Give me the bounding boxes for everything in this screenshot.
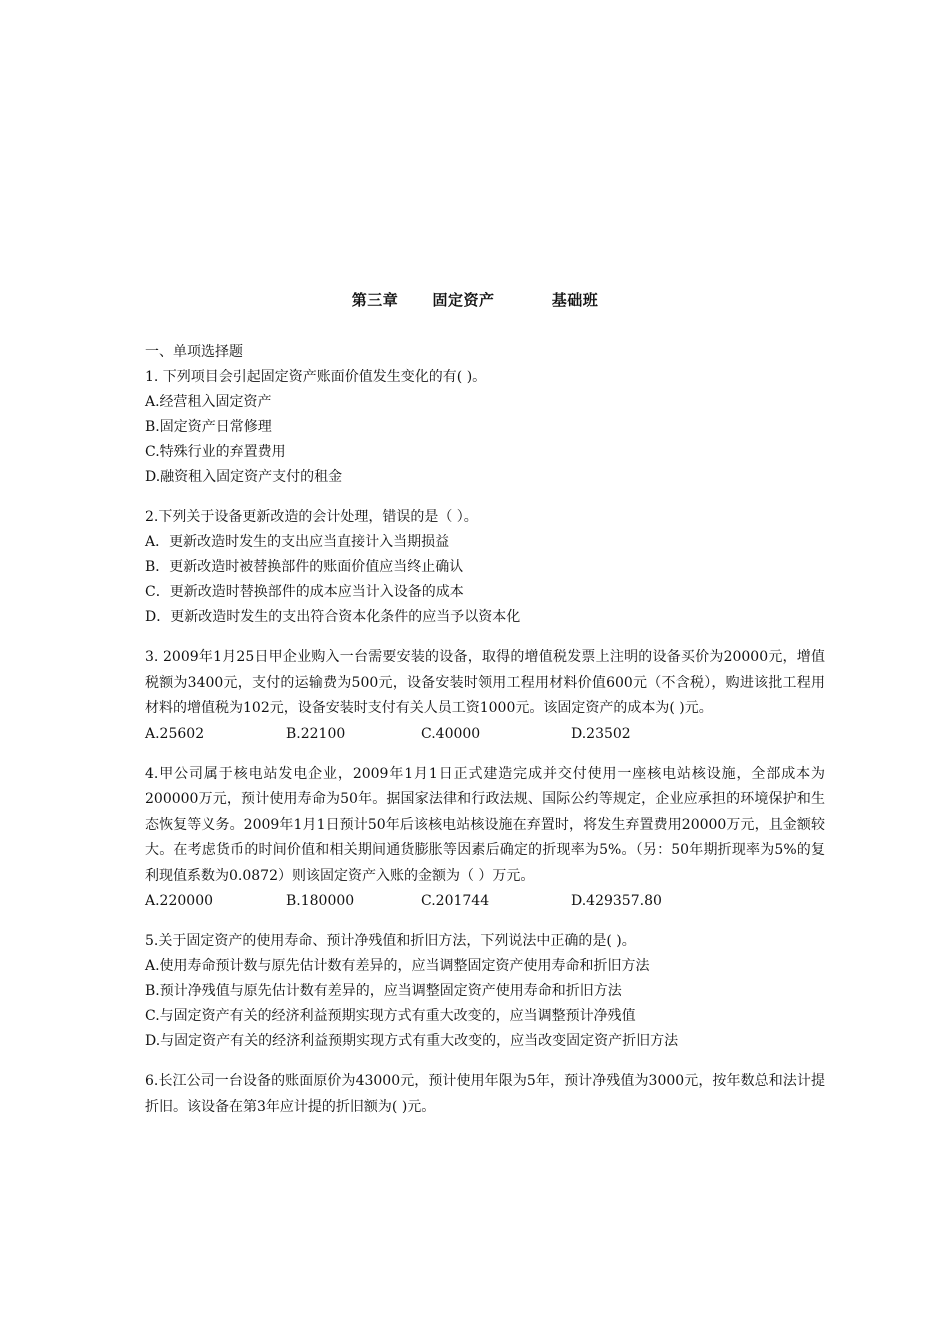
option-row [145,889,825,914]
question-stem: 2.下列关于设备更新改造的会计处理，错误的是（ ）。 [145,509,478,525]
option-a: A.220000 [145,893,214,909]
question-stem: 1. 下列项目会引起固定资产账面价值发生变化的有( )。 [145,369,487,385]
option-d: D.23502 [571,725,631,742]
option-a: A.25602 [145,725,205,742]
question-stem: 6.长江公司一台设备的账面原价为43000元，预计使用年限为5年，预计净残值为3000元，按年数总和法计提折旧。该设备在第3年应计提的折旧额为( )元。 [145,1073,825,1115]
option-a: A.使用寿命预计数与原先估计数有差异的，应当调整固定资产使用寿命和折旧方法 [145,958,650,974]
option-a: A.经营租入固定资产 [145,394,272,410]
question-list [145,340,825,1120]
question-2 [145,505,825,630]
question-1 [145,365,825,490]
option-b: B.180000 [286,893,355,909]
option-c: C.与固定资产有关的经济利益预期实现方式有重大改变的，应当调整预计净残值 [145,1008,636,1024]
option-b: B.22100 [286,725,346,742]
question-5 [145,929,825,1054]
chapter-title: 第三章 固定资产 基础班 [351,291,599,309]
option-row [145,722,825,747]
option-c: C.40000 [421,725,481,742]
section-heading: 一、单项选择题 [145,344,243,360]
option-d: D.融资租入固定资产支付的租金 [145,469,343,485]
option-c: C.201744 [421,893,490,909]
option-c: C.特殊行业的弃置费用 [145,444,286,460]
question-stem: 5.关于固定资产的使用寿命、预计净残值和折旧方法，下列说法中正确的是( )。 [145,933,636,949]
question-stem: 3. 2009年1月25日甲企业购入一台需要安装的设备，取得的增值税发票上注明的设备买价为20000元，增值税额为3400元，支付的运输费为500元，设备安装时领用工程用材料价值600元（不含税），购进该批工程用材料的增值税为102元，设备安装时支付有关人员工资1000元。该固定资产的成本为( )元。 [145,649,825,716]
option-d: D．更新改造时发生的支出符合资本化条件的应当予以资本化 [145,609,521,625]
option-a: A．更新改造时发生的支出应当直接计入当期损益 [145,534,450,550]
option-d: D.429357.80 [571,893,662,909]
option-b: B．更新改造时被替换部件的账面价值应当终止确认 [145,559,464,575]
question-stem: 4.甲公司属于核电站发电企业，2009年1月1日正式建造完成并交付使用一座核电站核设施，全部成本为200000万元，预计使用寿命为50年。据国家法律和行政法规、国际公约等规定，企业应承担的环境保护和生态恢复等义务。2009年1月1日预计50年后该核电站核设施在弃置时，将发生弃置费用20000万元，且金额较大。在考虑货币的时间价值和相关期间通货膨胀等因素后确定的折现率为5%。（另：50年期折现率为5%的复利现值系数为0.0872）则该固定资产入账的金额为（ ）万元。 [145,765,825,884]
option-b: B.预计净残值与原先估计数有差异的，应当调整固定资产使用寿命和折旧方法 [145,983,622,999]
question-4 [145,762,825,915]
question-3 [145,645,825,747]
option-d: D.与固定资产有关的经济利益预期实现方式有重大改变的，应当改变固定资产折旧方法 [145,1033,679,1049]
option-c: C．更新改造时替换部件的成本应当计入设备的成本 [145,584,464,600]
option-b: B.固定资产日常修理 [145,419,272,435]
question-6 [145,1069,825,1120]
